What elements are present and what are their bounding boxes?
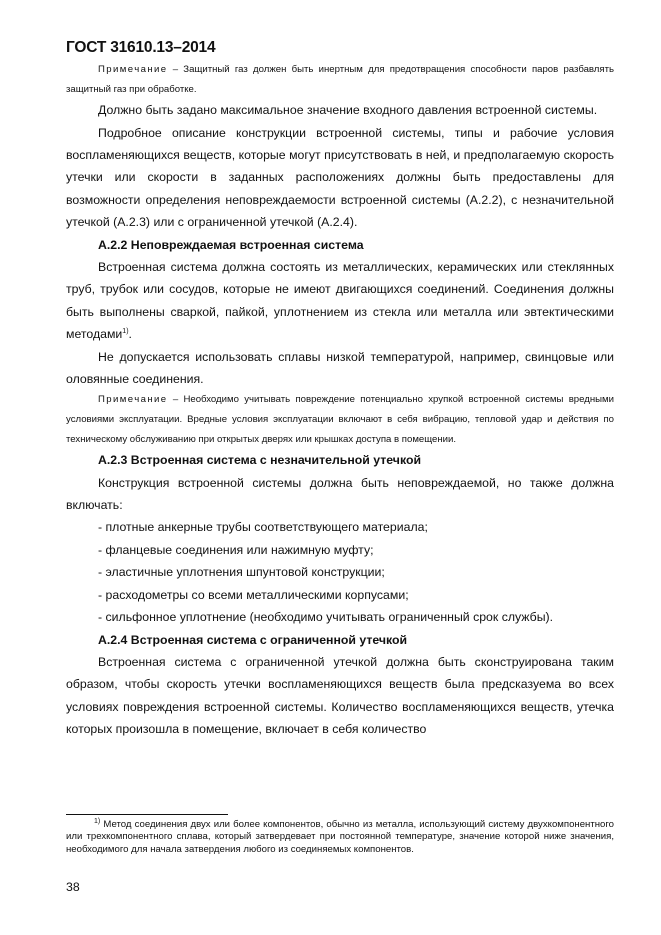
list-item: - плотные анкерные трубы соответствующего материала; <box>98 520 428 535</box>
section-heading-a23: А.2.3 Встроенная система с незначительной утечкой <box>98 453 422 468</box>
list-item: - сильфонное уплотнение (необходимо учитывать ограниченный срок службы). <box>98 610 554 625</box>
note-text: – Необходимо учитывать повреждение потенциально хрупкой встроенной системы вредными условиями эксплуатации. Вредные условия эксплуатации включают в себя вибрацию, тепловой удар и действия по техническому обслуживанию при открытых дверях или крышках доступа в помещении. <box>66 394 614 445</box>
footnote-text: Метод соединения двух или более компонентов, обычно из металла, использующий систему двухкомпонентного или трехкомпонентного сплава, который затвердевает при постоянной температуре, значение которой ниже значения, необходимого для начала затвердения любого из соединяемых компонентов. <box>66 819 614 855</box>
paragraph: Конструкция встроенной системы должна быть неповреждаемой, но также должна включать: <box>66 475 614 513</box>
document-header: ГОСТ 31610.13–2014 <box>66 39 216 56</box>
paragraph: Должно быть задано максимальное значение входного давления встроенной системы. <box>98 103 598 118</box>
note-paragraph <box>66 60 614 99</box>
note-label: Примечание <box>98 394 168 406</box>
note-text: – Защитный газ должен быть инертным для предотвращения способности паров разбавлять защитный газ при обработке. <box>66 64 614 95</box>
footnote-mark: 1) <box>94 817 101 825</box>
page-number: 38 <box>66 880 80 894</box>
page-content <box>66 60 614 741</box>
paragraph-text: Встроенная система должна состоять из металлических, керамических или стеклянных труб, трубок или сосудов, которые не имеют двигающихся соединений. Соединения должны быть выполнены сваркой, пайкой, уплотнением из стекла или металла или эвтектическими методами <box>66 260 614 342</box>
list-item: - фланцевые соединения или нажимную муфту; <box>98 542 374 557</box>
paragraph <box>66 256 614 346</box>
note-label: Примечание <box>98 64 168 75</box>
section-heading-a24: А.2.4 Встроенная система с ограниченной утечкой <box>98 632 408 647</box>
paragraph: Подробное описание конструкции встроенной системы, типы и рабочие условия воспламеняющихся веществ, которые могут присутствовать в ней, и предполагаемую скорость утечки или скорости в заданных расположениях должны быть предоставлены для возможности определения неповреждаемости встроенной системы (А.2.2), с незначительной утечкой (А.2.3) или с ограниченной утечкой (А.2.4). <box>66 125 614 230</box>
list-item: - расходометры со всеми металлическими корпусами; <box>98 587 409 602</box>
footnote <box>66 819 614 856</box>
paragraph-end: . <box>128 327 132 342</box>
list-item: - эластичные уплотнения шпунтовой конструкции; <box>98 565 385 580</box>
paragraph: Не допускается использовать сплавы низкой температурой, например, свинцовые или оловянные соединения. <box>66 349 614 387</box>
note-paragraph <box>66 390 614 449</box>
footnote-reference: 1) <box>122 328 129 336</box>
section-heading-a22: А.2.2 Неповреждаемая встроенная система <box>98 237 364 252</box>
paragraph: Встроенная система с ограниченной утечкой должна быть сконструирована таким образом, чтобы скорость утечки воспламеняющихся веществ была предсказуема во всех условиях повреждения встроенной системы. Количество воспламеняющихся веществ, утечка которых произошла в помещение, включает в себя количество <box>66 654 614 737</box>
footnote-divider <box>66 814 228 815</box>
